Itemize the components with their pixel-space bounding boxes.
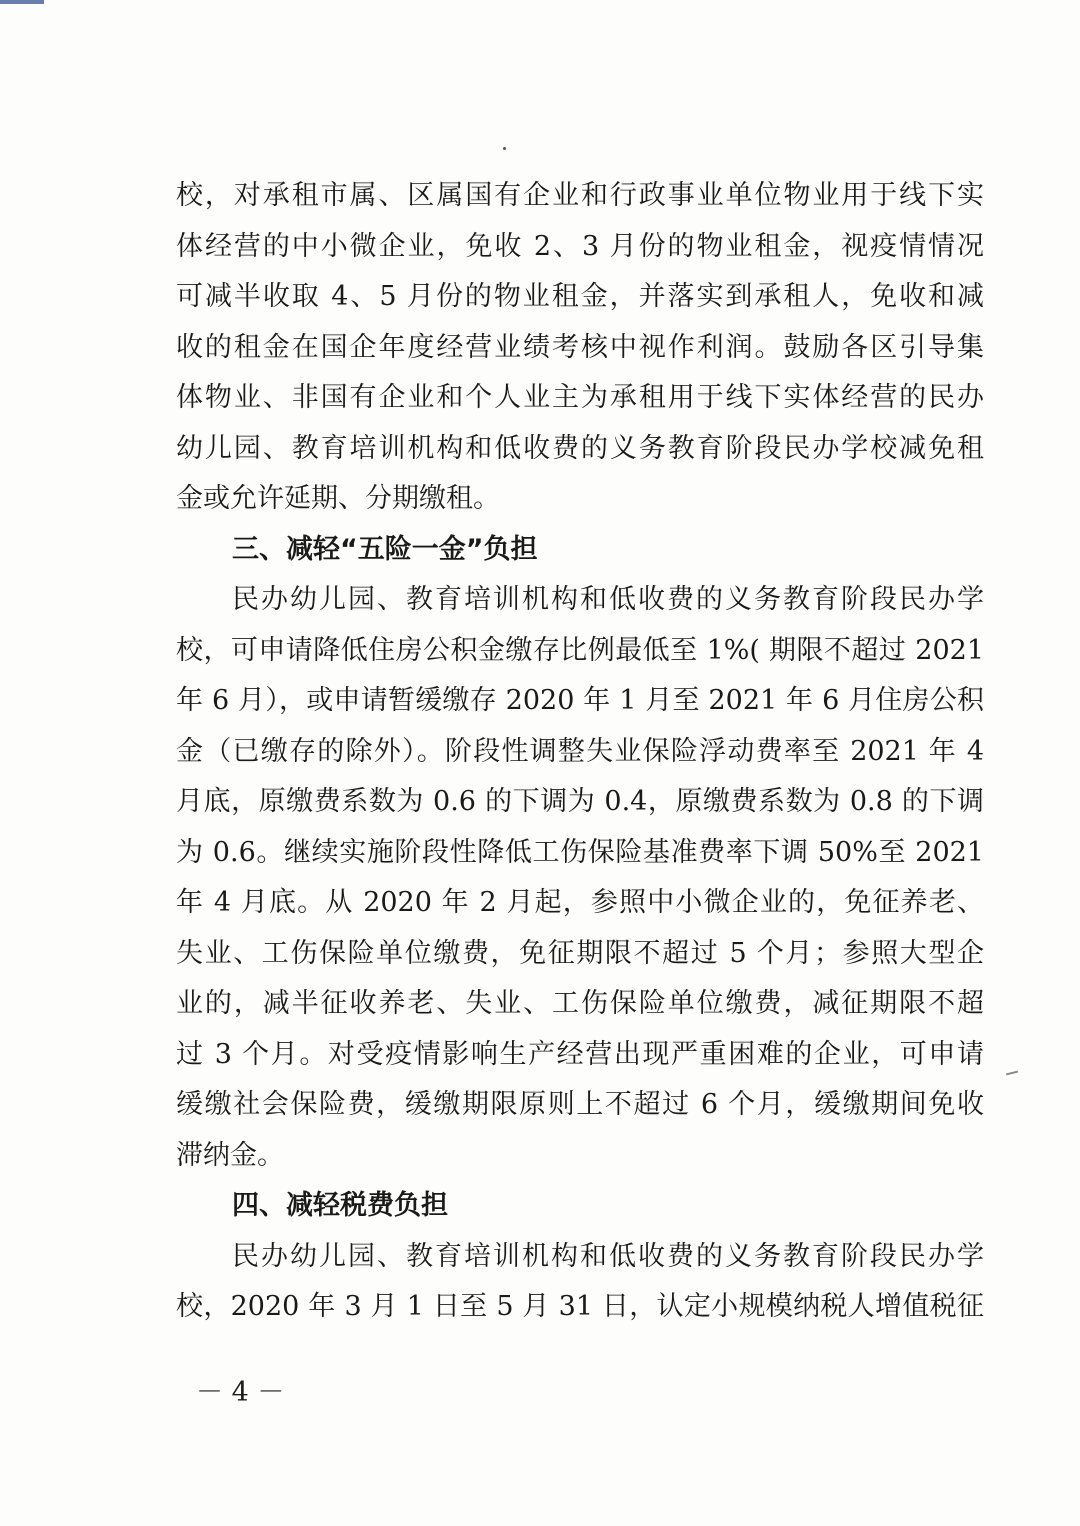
paragraph-line: 业的，减半征收养老、失业、工伤保险单位缴费，减征期限不超 [176, 988, 984, 1019]
paragraph-line: 收的租金在国企年度经营业绩考核中视作利润。鼓励各区引导集 [176, 331, 984, 363]
paragraph-line: 民办幼儿园、教育培训机构和低收费的义务教育阶段民办学 [232, 1240, 984, 1272]
paragraph-line: 过 3 个月。对受疫情影响生产经营出现严重困难的企业，可申请 [176, 1038, 984, 1070]
page-number: － 4 － [196, 1377, 285, 1408]
paragraph-line: 年 4 月底。从 2020 年 2 月起，参照中小微企业的，免征养老、 [176, 887, 984, 918]
paragraph-line: 失业、工伤保险单位缴费，免征期限不超过 5 个月；参照大型企 [176, 937, 984, 969]
paragraph-line: 可减半收取 4、5 月份的物业租金，并落实到承租人，免收和减 [176, 281, 984, 312]
paragraph-line: 为 0.6。继续实施阶段性降低工伤保险基准费率下调 50%至 2021 [176, 836, 984, 868]
paragraph-line: 校，可申请降低住房公积金缴存比例最低至 1%( 期限不超过 2021 [176, 634, 984, 666]
paragraph-line: 缓缴社会保险费，缓缴期限原则上不超过 6 个月，缓缴期间免收 [176, 1089, 984, 1120]
scan-corner-mark [0, 0, 44, 4]
section-heading: 四、减轻税费负担 [232, 1190, 448, 1221]
paragraph-line: 金或允许延期、分期缴租。 [176, 483, 500, 514]
paragraph-line: 月底，原缴费系数为 0.6 的下调为 0.4，原缴费系数为 0.8 的下调 [176, 786, 984, 817]
paragraph-line: 体经营的中小微企业，免收 2、3 月份的物业租金，视疫情情况 [176, 230, 984, 262]
paragraph-line: 校，对承租市属、区属国有企业和行政事业单位物业用于线下实 [176, 180, 984, 211]
scan-tick-mark [1006, 1071, 1018, 1076]
paragraph-line: 民办幼儿园、教育培训机构和低收费的义务教育阶段民办学 [232, 584, 984, 615]
paragraph-line: 滞纳金。 [176, 1139, 284, 1171]
paragraph-line: 体物业、非国有企业和个人业主为承租用于线下实体经营的民办 [176, 382, 984, 413]
paragraph-line: 校，2020 年 3 月 1 日至 5 月 31 日，认定小规模纳税人增值税征 [176, 1291, 984, 1322]
scan-dot-mark [503, 147, 506, 150]
section-heading: 三、减轻“五险一金”负担 [232, 533, 538, 565]
paragraph-line: 金（已缴存的除外）。阶段性调整失业保险浮动费率至 2021 年 4 [176, 735, 984, 767]
paragraph-line: 幼儿园、教育培训机构和低收费的义务教育阶段民办学校减免租 [176, 432, 984, 464]
paragraph-line: 年 6 月），或申请暂缓缴存 2020 年 1 月至 2021 年 6 月住房公积 [176, 685, 984, 716]
